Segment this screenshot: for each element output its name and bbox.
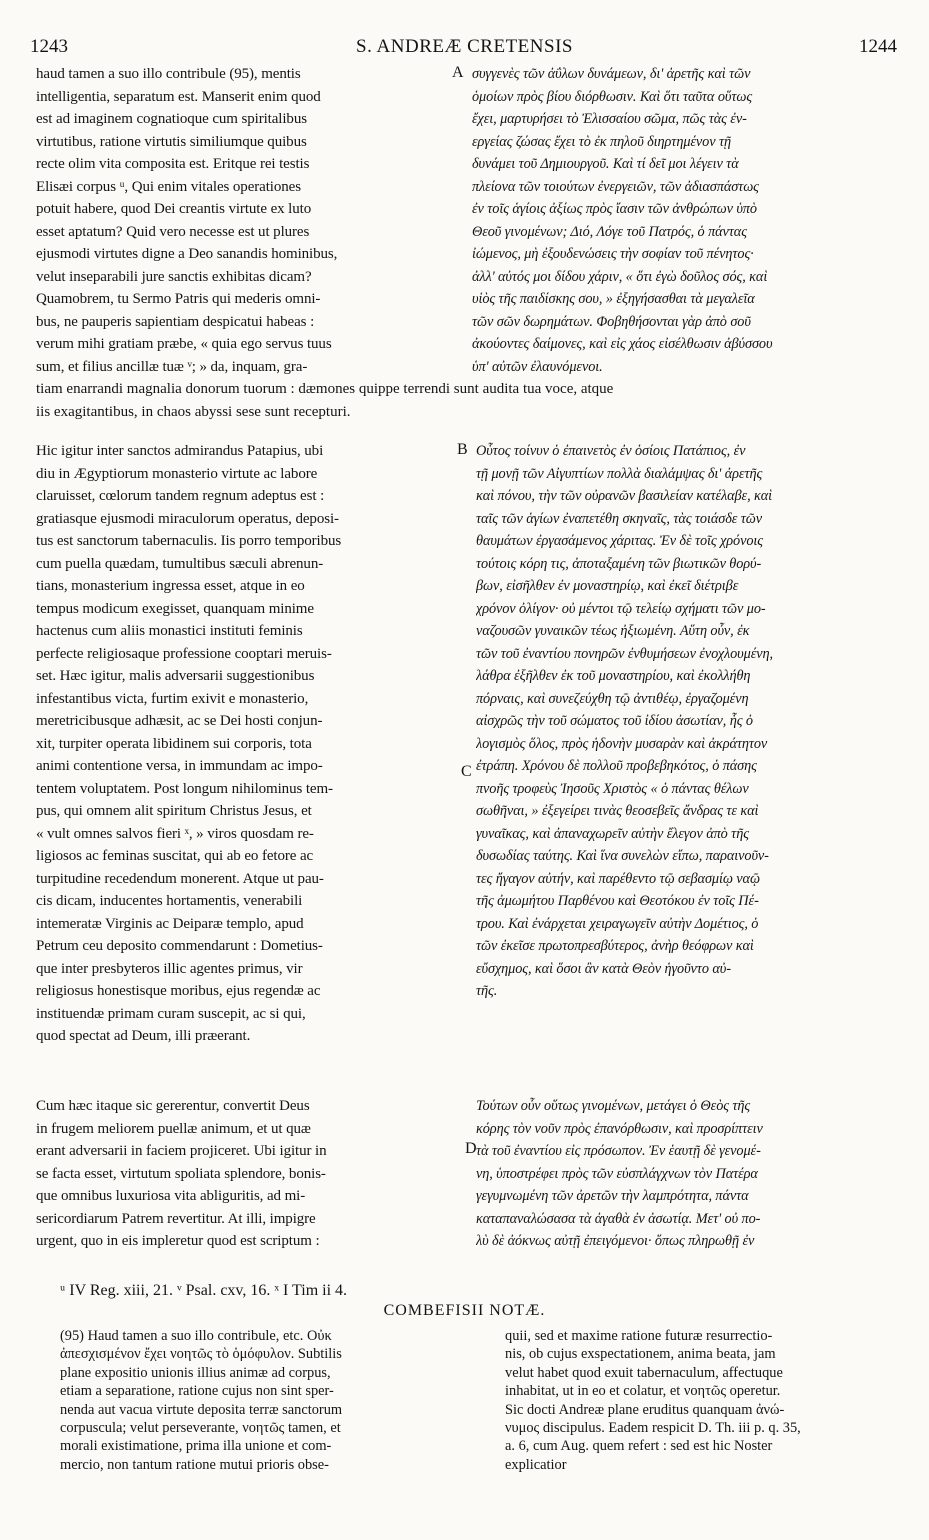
text-line: πλείονα τῶν τοιούτων ἐνεργειῶν, τῶν ἀδιασπάστως: [472, 178, 759, 195]
notes-right-column: [505, 1327, 900, 1474]
text-line: ἀπεσχισμένον ἔχει νοητῶς τὸ ὁμόφυλον. Subtilis: [60, 1346, 342, 1363]
text-line: tentem voluptatem. Post longum nihilominus tem-: [36, 780, 333, 797]
text-line: se facta esset, virtutum spoliata splendore, bonis-: [36, 1165, 326, 1182]
greek-column-3: [476, 1095, 897, 1253]
text-line: inhabitat, ut in eo et colatur, et νοητῶς operetur.: [505, 1383, 781, 1400]
latin-column-2: [36, 440, 456, 1048]
text-line: τῆς ἀμωμήτου Παρθένου καὶ Θεοτόκου ἐν τοῖς Πέ-: [476, 893, 759, 909]
text-line: sum, et filius ancillæ tuæ ᵛ; » da, inquam, gra-: [36, 358, 308, 375]
text-line: recte olim vita composita est. Eritque rei testis: [36, 156, 310, 172]
text-line: tians, monasterium ingressa esset, atque in eo: [36, 578, 305, 594]
text-line: religiosus honestisque moribus, ejus regendæ ac: [36, 983, 321, 999]
text-line: σωθῆναι, » ἐξεγείρει τινὰς θεοσεβεῖς ἄνδρας τε καὶ: [476, 803, 759, 819]
margin-letter-c: C: [461, 763, 472, 780]
text-line: « vult omnes salvos fieri ˣ, » viros quosdam re-: [36, 825, 314, 842]
column-number-right: 1244: [859, 36, 897, 57]
text-line: morali existimatione, prima illa unione et com-: [60, 1438, 332, 1455]
text-line: urgent, quo in eis impleretur quod est scriptum :: [36, 1233, 320, 1249]
text-line: χρόνον ὀλίγον· οὐ μέντοι τῷ τελείῳ σχήματι τῶν μο-: [476, 600, 766, 617]
text-line: τες ἤγαγον αὐτήν, καὶ παρέθεντο τῷ σεβασμίῳ ναῷ: [476, 870, 760, 887]
text-line: λάθρα ἐξῆλθεν ἐκ τοῦ μοναστηρίου, καὶ ἐκολλήθη: [476, 668, 751, 684]
text-line: verum mihi gratiam præbe, « quia ego servus tuus: [36, 336, 332, 352]
text-line: xit, turpiter operata libidinem sui corporis, tota: [36, 735, 312, 752]
text-line: que inter presbyteros illic agentes primus, vir: [36, 960, 303, 977]
text-line: bus, ne pauperis sapientiam despicatui habeas :: [36, 313, 315, 330]
text-line: quii, sed et maxime ratione futuræ resurrectio-: [505, 1328, 773, 1344]
text-line: sericordiarum Patrem revertitur. At illi, impigre: [36, 1210, 316, 1227]
text-line: tus est sanctorum tabernaculis. Iis porro temporibus: [36, 533, 342, 549]
text-line: ταῖς τῶν ἁγίων ἐναπετέθη σκηναῖς, τὰς τοιάσδε τῶν: [476, 510, 763, 527]
text-line: que omnibus luxuriosa vita abliguritis, ad mi-: [36, 1188, 306, 1204]
text-line: meretricibusque adhæsit, ac se Dei hosti conjun-: [36, 713, 323, 729]
text-line: καὶ πόνου, τὴν τῶν οὐρανῶν βασιλείαν κατέλαβε, καὶ: [476, 488, 773, 504]
text-line: Quamobrem, tu Sermo Patris qui mederis omni-: [36, 291, 321, 307]
text-line: set. Hæc igitur, malis adversarii suggestionibus: [36, 668, 315, 684]
text-line: αἰσχρῶς τὴν τοῦ σώματος τοῦ ἰδίου ἀσωτίαν, ἧς ὁ: [476, 713, 753, 729]
text-line: Θεοῦ γινομένων; Διό, Λόγε τοῦ Πατρός, ὁ πάντας: [472, 223, 747, 240]
text-line: τῇ μονῇ τῶν Αἰγυπτίων πολλὰ διαλάμψας δι' ἀρετῆς: [476, 465, 763, 482]
text-line: νη, ὑποστρέφει πρὸς τῶν εὐσπλάγχνων τὸν Πατέρα: [476, 1165, 758, 1182]
text-line: δυσωδίας ταύτης. Καὶ ἵνα συνελὼν εἴπω, παραινοῦν-: [476, 848, 769, 864]
text-line: gratiasque ejusmodi miraculorum operatus, deposi-: [36, 510, 339, 527]
text-line: Petrum ceu deposito commendarunt : Dometius-: [36, 938, 323, 954]
margin-letter-b: B: [457, 441, 468, 458]
footnote-references: ᵘ IV Reg. xiii, 21. ᵛ Psal. cxv, 16. ˣ I Tim ii 4.: [60, 1282, 348, 1299]
text-line: πόρναις, καὶ συνεζεύχθη τῷ ἀντιθέῳ, ἐργαζομένη: [476, 690, 749, 707]
notes-title: COMBEFISII NOTÆ.: [383, 1302, 546, 1319]
text-line: εὔσχημος, καὶ ὅσοι ἂν κατὰ Θεὸν ἡγοῦντο αὐ-: [476, 960, 731, 977]
text-line: Cum hæc itaque sic gererentur, convertit Deus: [36, 1098, 310, 1114]
text-line: cum puella quædam, tumultibus sæculi abrenun-: [36, 555, 324, 572]
text-line: velut habet quod exuit tabernaculum, affectuque: [505, 1364, 783, 1381]
text-line: etiam a separatione, ratione cujus non sint sper-: [60, 1383, 334, 1400]
text-line: est ad imaginem cognatioque cum spiritalibus: [36, 111, 307, 127]
text-line: δυνάμει τοῦ Δημιουργοῦ. Καὶ τί δεῖ μοι λέγειν τὰ: [472, 156, 739, 172]
text-line: pus, qui omnem alit spiritum Christus Jesus, et: [36, 803, 312, 819]
text-line: hactenus cum aliis monastici instituti feminis: [36, 623, 303, 639]
margin-letter-d: D: [465, 1140, 477, 1157]
text-line: Τούτων οὖν οὕτως γινομένων, μετάγει ὁ Θεὸς τῆς: [476, 1098, 751, 1114]
greek-column-2: [476, 440, 897, 1003]
text-line: quod spectat ad Deum, illi præerant.: [36, 1028, 251, 1044]
text-line: a. 6, cum Aug. quem refert : sed est hic Noster: [505, 1438, 773, 1455]
text-line: nenda aut vacua virtute deposita terræ sanctorum: [60, 1401, 343, 1418]
text-line: καταπαναλώσασα τὰ ἀγαθὰ ἐν ἀσωτίᾳ. Μετ' οὐ πο-: [476, 1210, 761, 1227]
text-line: ὁμοίων πρὸς βίου διόρθωσιν. Καὶ ὅτι ταῦτα οὕτως: [472, 88, 753, 105]
text-line: ἀλλ' αὐτός μοι δίδου χάριν, « ὅτι ἐγὼ δοῦλος σός, καὶ: [472, 268, 768, 285]
text-line: βων, εἰσῆλθεν ἐν μοναστηρίῳ, καὶ ἐκεῖ διέτριβε: [476, 578, 739, 594]
text-line: ἔχει, μαρτυρήσει τὸ Ἐλισσαίου σῶμα, πῶς τὰς ἐν-: [472, 111, 747, 127]
text-line: τῶν ἐκεῖσε πρωτοπρεσβύτερος, ἀνὴρ θεόφρων καὶ: [476, 938, 754, 954]
text-line: τῶν τοῦ ἐναντίου πονηρῶν ἐνθυμήσεων ἐνοχλουμένη,: [476, 645, 773, 662]
text-line: πνοῆς τροφεὺς Ἰησοῦς Χριστὸς « ὁ πάντας θέλων: [476, 780, 749, 797]
text-line: corpuscula; velut perseverante, νοητῶς tamen, et: [60, 1420, 341, 1437]
text-line: νυμος discipulus. Eadem respicit D. Th. iii p. q. 35,: [505, 1420, 801, 1437]
text-line: υἱὸς τῆς παιδίσκης σου, » ἐξηγήσασθαι τὰ μεγαλεῖα: [472, 291, 755, 307]
text-line: θαυμάτων ἐργασάμενος χάριτας. Ἐν δὲ τοῖς χρόνοις: [476, 533, 763, 549]
text-line: γυναῖκας, καὶ ἀπαναχωρεῖν αὐτὴν ἔλεγον ἀπὸ τῆς: [476, 825, 749, 842]
text-line: γεγυμνωμένη τῶν ἀρετῶν τὴν λαμπρότητα, πάντα: [476, 1188, 749, 1204]
text-line: τῶν σῶν δωρημάτων. Φοβηθήσονται γὰρ ἀπὸ σοῦ: [472, 313, 751, 330]
column-number-left: 1243: [30, 36, 68, 57]
latin-column-3: [36, 1095, 456, 1253]
text-line: velut inseparabili jure sanctis exhibitas dicam?: [36, 268, 312, 285]
text-line: infestantibus victa, furtim exivit e monasterio,: [36, 690, 309, 707]
text-line: instituendæ primam curam suscepit, ac si qui,: [36, 1005, 306, 1022]
text-line: (95) Haud tamen a suo illo contribule, etc. Οὐκ: [60, 1328, 332, 1344]
text-line: κόρης τὸν νοῦν πρὸς ἐπανόρθωσιν, καὶ προσρίπτειν: [476, 1120, 763, 1137]
text-line: ligiosos ac feminas suscitat, qui ab eo fetore ac: [36, 848, 314, 864]
text-line: ἰώμενος, μὴ ἐξουδενώσεις τὴν σοφίαν τοῦ πένητος·: [472, 246, 754, 262]
text-line: mercio, non tantum ratione mutui prioris obse-: [60, 1456, 329, 1473]
text-line: εργείας ζώσας ἔχει τὸ ἐκ πηλοῦ διηρτημένον τῇ: [472, 133, 731, 150]
text-line: virtutibus, ratione virtutis similiumque quibus: [36, 133, 307, 150]
text-line: τρου. Καὶ ἐνάρχεται χειραγωγεῖν αὐτὴν Δομέτιος, ὁ: [476, 915, 759, 932]
text-line: συγγενὲς τῶν ἀΰλων δυνάμεων, δι' ἀρετῆς καὶ τῶν: [472, 66, 751, 82]
text-line: intelligentia, separatum est. Manserit enim quod: [36, 88, 321, 105]
text-line: plane expositio unionis illius animæ ad corpus,: [60, 1364, 331, 1381]
text-line: haud tamen a suo illo contribule (95), mentis: [36, 66, 301, 82]
text-line: tiam enarrandi magnalia donorum tuorum : dæmones quippe terrendi sunt audita tua voce, atque: [36, 381, 614, 397]
text-line: potuit habere, quod Dei creantis virtute ex luto: [36, 201, 312, 217]
notes-left-column: [60, 1327, 475, 1474]
text-line: λὺ δὲ ἀόκνως αὐτῇ ἐπειγόμενοι· ὅπως πληρωθῇ ἐν: [476, 1233, 755, 1249]
text-line: intemeratæ Virginis ac Deiparæ templo, apud: [36, 915, 304, 932]
latin-column-1: [36, 63, 456, 378]
text-line: τῆς.: [476, 983, 498, 999]
text-line: nis, ob cujus exspectationem, anima beata, jam: [505, 1346, 776, 1363]
text-line: Elisæi corpus ᵘ, Qui enim vitales operationes: [36, 178, 301, 195]
text-line: tempus modicum exegisset, quanquam minime: [36, 600, 314, 617]
text-line: explicatior: [505, 1456, 567, 1473]
text-line: animi contentione versa, in immundam ac impo-: [36, 758, 323, 774]
text-line: diu in Ægyptiorum monasterio virtute ac labore: [36, 465, 318, 482]
text-line: esset aptatum? Quid vero necesse est ut plures: [36, 223, 310, 240]
text-line: λογισμὸς ὅλος, πρὸς ἡδονὴν μυσαρὰν καὶ ἀκράτητον: [476, 735, 768, 752]
text-line: iis exagitantibus, in chaos abyssi sese sunt recepturi.: [36, 403, 351, 420]
text-line: erant adversarii in faciem projiceret. Ubi igitur in: [36, 1143, 327, 1159]
text-line: ἐτράπη. Χρόνου δὲ πολλοῦ προβεβηκότος, ὁ πάσης: [476, 758, 757, 774]
text-line: τὰ τοῦ ἐναντίου εἰς πρόσωπον. Ἐν ἑαυτῇ δὲ γενομέ-: [476, 1143, 761, 1159]
text-line: Hic igitur inter sanctos admirandus Patapius, ubi: [36, 443, 324, 459]
greek-column-1: [472, 63, 897, 378]
running-title: S. ANDREÆ CRETENSIS: [356, 36, 573, 57]
text-line: ἀκούοντες δαίμονες, καὶ εἰς χάος εἰσέλθωσιν ἀβύσσου: [472, 336, 773, 352]
text-line: ἐν τοῖς ἁγίοις ἀξίως πρὸς ἴασιν τῶν ἀνθρώπων ὑπὸ: [472, 201, 757, 217]
text-line: ejusmodi virtutes digne a Deo sanandis hominibus,: [36, 246, 338, 262]
text-line: ναζουσῶν γυναικῶν τέως ἠξιωμένη. Αὕτη οὖν, ἐκ: [476, 623, 750, 639]
text-line: turpitudine recedendum monerent. Atque ut pau-: [36, 870, 324, 887]
text-line: ὑπ' αὐτῶν ἐλαυνόμενοι.: [472, 358, 603, 375]
text-line: Sic docti Andreæ plane eruditus quanquam ἀνώ-: [505, 1401, 785, 1418]
margin-letter-a: A: [452, 64, 464, 81]
text-line: Οὗτος τοίνυν ὁ ἐπαινετὸς ἐν ὁσίοις Πατάπιος, ἐν: [476, 443, 746, 459]
text-line: in frugem meliorem puellæ animum, et ut quæ: [36, 1120, 311, 1137]
text-line: cis dicam, inducentes hortamentis, venerabili: [36, 893, 303, 909]
latin-full-width-lines: [36, 378, 896, 423]
text-line: τούτοις κόρη τις, ἀποταξαμένη τῶν βιωτικῶν θορύ-: [476, 555, 762, 572]
text-line: perfecte religiosaque professione cooptari meruis-: [36, 645, 332, 662]
text-line: claruisset, cœlorum tandem regnum adeptus est :: [36, 488, 325, 504]
